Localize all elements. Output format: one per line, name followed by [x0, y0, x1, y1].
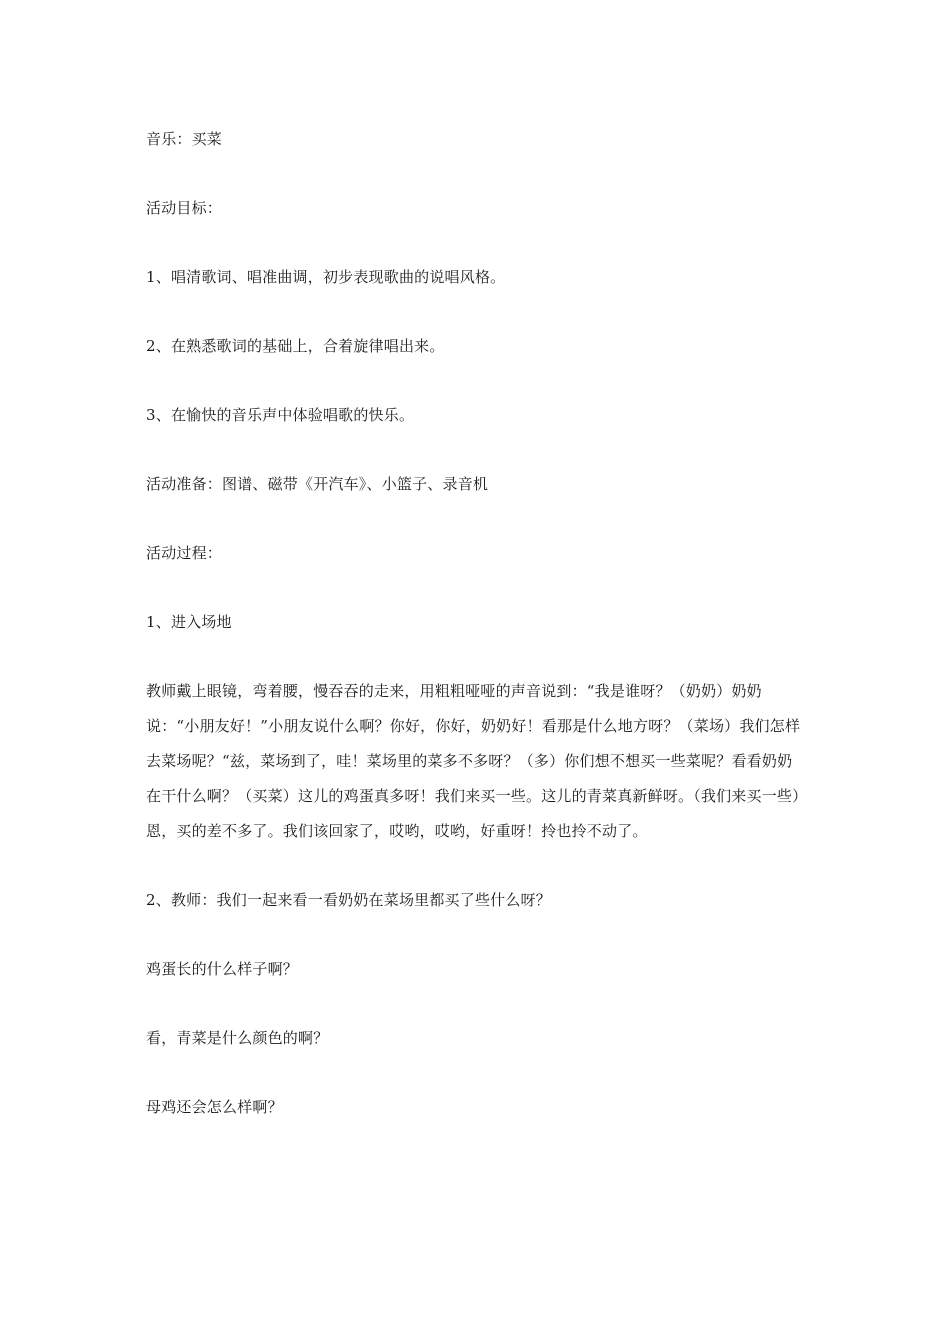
process-heading: 活动过程：	[146, 544, 223, 562]
preparation-paragraph: 活动准备：图谱、磁带《开汽车》、小篮子、录音机	[146, 475, 489, 493]
question-3: 母鸡还会怎么样啊？	[146, 1098, 283, 1116]
goals-heading: 活动目标：	[146, 199, 223, 217]
goal-item-2: 2、在熟悉歌词的基础上，合着旋律唱出来。	[146, 337, 445, 355]
step1-heading: 1、进入场地	[146, 613, 232, 631]
goal-item-3: 3、在愉快的音乐声中体验唱歌的快乐。	[146, 406, 415, 424]
document-title: 音乐：买菜	[146, 130, 223, 148]
goal-item-1: 1、唱清歌词、唱准曲调，初步表现歌曲的说唱风格。	[146, 268, 506, 286]
document-body	[146, 122, 806, 1159]
step2-heading: 2、教师：我们一起来看一看奶奶在菜场里都买了些什么呀？	[146, 891, 551, 909]
step1-body: 教师戴上眼镜，弯着腰，慢吞吞的走来，用粗粗哑哑的声音说到：“我是谁呀？（奶奶）奶奶说：“小朋友好！”小朋友说什么啊？你好，你好，奶奶好！看那是什么地方呀？（菜场）我们怎样去菜场呢？“兹，菜场到了，哇！菜场里的菜多不多呀？（多）你们想不想买一些菜呢？看看奶奶在干什么啊？（买菜）这儿的鸡蛋真多呀！我们来买一些。这儿的青菜真新鲜呀。（我们来买一些）恩，买的差不多了。我们该回家了，哎哟，哎哟，好重呀！拎也拎不动了。	[146, 682, 801, 840]
question-2: 看，青菜是什么颜色的啊？	[146, 1029, 329, 1047]
question-1: 鸡蛋长的什么样子啊？	[146, 960, 299, 978]
